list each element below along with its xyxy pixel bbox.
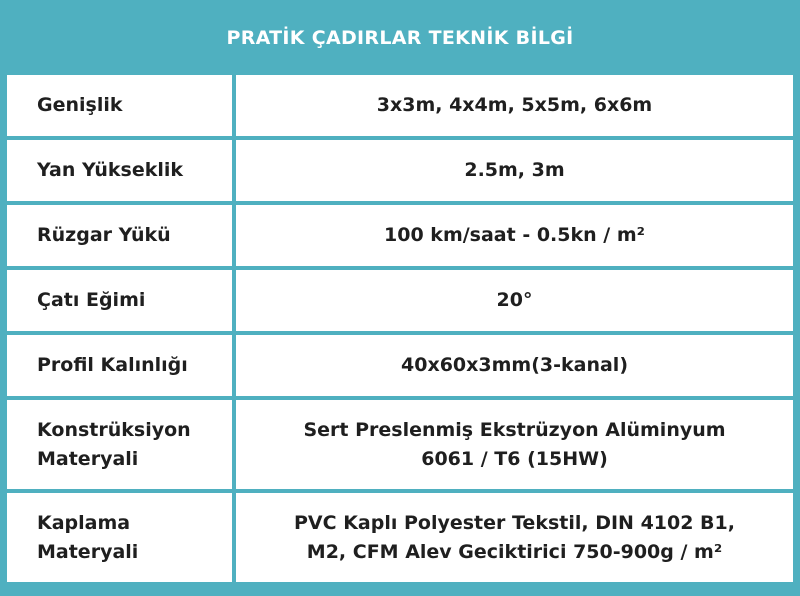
value-side-height: 2.5m, 3m — [236, 140, 793, 201]
label-wind-load: Rüzgar Yükü — [7, 205, 232, 266]
table-row-width — [7, 75, 793, 136]
value-width: 3x3m, 4x4m, 5x5m, 6x6m — [236, 75, 793, 136]
table-row-profile-thickness — [7, 335, 793, 396]
value-roof-pitch: 20° — [236, 270, 793, 331]
table-body — [7, 75, 793, 589]
label-roof-pitch: Çatı Eğimi — [7, 270, 232, 331]
label-profile-thickness: Profil Kalınlığı — [7, 335, 232, 396]
value-cover-material: PVC Kaplı Polyester Tekstil, DIN 4102 B1, M2, CFM Alev Geciktirici 750-900g / m² — [236, 493, 793, 582]
value-construction-material: Sert Preslenmiş Ekstrüzyon Alüminyum 6061 / T6 (15HW) — [236, 400, 793, 489]
table-row-cover-material — [7, 493, 793, 582]
value-wind-load: 100 km/saat - 0.5kn / m² — [236, 205, 793, 266]
label-cover-material: Kaplama Materyali — [7, 493, 232, 582]
table-row-wind-load — [7, 205, 793, 266]
table-row-side-height — [7, 140, 793, 201]
value-profile-thickness: 40x60x3mm(3-kanal) — [236, 335, 793, 396]
label-width: Genişlik — [7, 75, 232, 136]
label-construction-material: Konstrüksiyon Materyali — [7, 400, 232, 489]
label-side-height: Yan Yükseklik — [7, 140, 232, 201]
table-row-construction-material — [7, 400, 793, 489]
table-title: PRATİK ÇADIRLAR TEKNİK BİLGİ — [226, 26, 574, 49]
table-row-roof-pitch — [7, 270, 793, 331]
